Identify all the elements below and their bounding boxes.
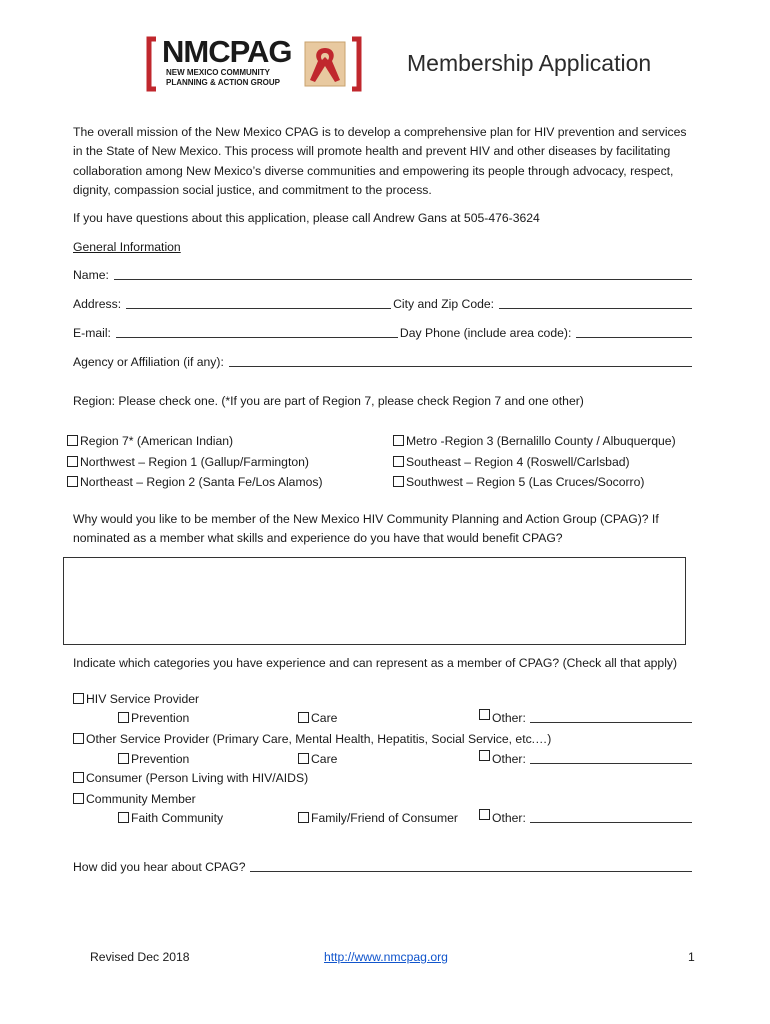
page-number: 1 bbox=[688, 950, 695, 964]
day-phone-field[interactable] bbox=[576, 324, 692, 338]
why-answer-box[interactable] bbox=[63, 557, 686, 645]
logo bbox=[146, 36, 364, 92]
name-label: Name: bbox=[73, 268, 109, 282]
other-field[interactable] bbox=[530, 809, 692, 823]
checkbox[interactable] bbox=[298, 753, 309, 764]
cat-family[interactable]: Family/Friend of Consumer bbox=[298, 809, 458, 828]
email-row bbox=[73, 324, 692, 343]
intro-paragraph: The overall mission of the New Mexico CPAG is to develop a comprehensive plan for HIV prevention and services in the State of New Mexico. This process will promote health and prevent HIV and other diseases by facilitating collaboration among New Mexico’s diverse communities and empowering its people through advocacy, respect, dignity, compassion social justice, and commitment to the process. bbox=[73, 125, 687, 197]
cat-community-other[interactable]: Other: bbox=[479, 809, 692, 828]
checkbox[interactable] bbox=[479, 809, 490, 820]
region-option[interactable]: Metro -Region 3 (Bernalillo County / Albuquerque) bbox=[393, 431, 676, 452]
checkbox[interactable] bbox=[118, 812, 129, 823]
checkbox[interactable] bbox=[67, 476, 78, 487]
checkbox[interactable] bbox=[73, 772, 84, 783]
address-row bbox=[73, 295, 692, 314]
region-option[interactable]: Northwest – Region 1 (Gallup/Farmington) bbox=[67, 452, 323, 473]
email-label: E-mail: bbox=[73, 326, 111, 340]
general-info-heading: General Information bbox=[73, 240, 181, 254]
website-link[interactable]: http://www.nmcpag.org bbox=[324, 950, 448, 964]
other-field[interactable] bbox=[530, 750, 692, 764]
city-zip-label: City and Zip Code: bbox=[393, 297, 495, 311]
agency-row bbox=[73, 353, 692, 372]
agency-label: Agency or Affiliation (if any): bbox=[73, 355, 224, 369]
cat-faith[interactable]: Faith Community bbox=[118, 809, 223, 828]
cat-other-provider[interactable]: Other Service Provider (Primary Care, Mental Health, Hepatitis, Social Service, etc.…) bbox=[73, 730, 551, 749]
region-prompt: Region: Please check one. (*If you are part of Region 7, please check Region 7 and one other) bbox=[73, 394, 584, 408]
footer-revised: Revised Dec 2018 bbox=[90, 950, 190, 964]
checkbox[interactable] bbox=[298, 712, 309, 723]
name-row bbox=[73, 266, 692, 285]
city-zip-field[interactable] bbox=[499, 295, 692, 309]
checkbox[interactable] bbox=[73, 693, 84, 704]
cat-hiv-care[interactable]: Care bbox=[298, 709, 337, 728]
cat-hiv-prevention[interactable]: Prevention bbox=[118, 709, 189, 728]
categories-prompt: Indicate which categories you have experience and can represent as a member of CPAG? (Check all that apply) bbox=[73, 656, 678, 670]
cat-other-prevention[interactable]: Prevention bbox=[118, 750, 189, 769]
checkbox[interactable] bbox=[479, 750, 490, 761]
day-phone-label: Day Phone (include area code): bbox=[399, 326, 572, 340]
cat-consumer[interactable]: Consumer (Person Living with HIV/AIDS) bbox=[73, 769, 308, 788]
checkbox[interactable] bbox=[393, 456, 404, 467]
agency-field[interactable] bbox=[229, 353, 692, 367]
logo-acronym: NMCPAG bbox=[162, 34, 292, 69]
page-title: Membership Application bbox=[407, 50, 652, 76]
email-field[interactable] bbox=[116, 324, 398, 338]
hear-label: How did you hear about CPAG? bbox=[73, 860, 246, 874]
cat-hiv-provider[interactable]: HIV Service Provider bbox=[73, 690, 199, 709]
region-option[interactable]: Southeast – Region 4 (Roswell/Carlsbad) bbox=[393, 452, 676, 473]
cat-other-care[interactable]: Care bbox=[298, 750, 337, 769]
checkbox[interactable] bbox=[118, 712, 129, 723]
contact-line: If you have questions about this application, please call Andrew Gans at 505-476-3624 bbox=[73, 211, 540, 225]
checkbox[interactable] bbox=[73, 793, 84, 804]
checkbox[interactable] bbox=[393, 476, 404, 487]
checkbox[interactable] bbox=[118, 753, 129, 764]
other-field[interactable] bbox=[530, 709, 692, 723]
logo-line-1: NEW MEXICO COMMUNITY bbox=[166, 68, 270, 77]
address-label: Address: bbox=[73, 297, 122, 311]
cat-hiv-other[interactable]: Other: bbox=[479, 709, 692, 728]
checkbox[interactable] bbox=[67, 456, 78, 467]
why-question: Why would you like to be member of the New Mexico HIV Community Planning and Action Group (CPAG)? If nominated as a member what skills and experience do you have that would benefit CPAG? bbox=[73, 512, 659, 546]
cat-other-other[interactable]: Other: bbox=[479, 750, 692, 769]
hear-field[interactable] bbox=[250, 858, 692, 872]
checkbox[interactable] bbox=[393, 435, 404, 446]
checkbox[interactable] bbox=[298, 812, 309, 823]
name-field[interactable] bbox=[114, 266, 692, 280]
region-option[interactable]: Region 7* (American Indian) bbox=[67, 431, 323, 452]
checkbox[interactable] bbox=[479, 709, 490, 720]
region-left-column bbox=[67, 431, 323, 493]
logo-line-2: PLANNING & ACTION GROUP bbox=[166, 77, 280, 87]
hear-row bbox=[73, 858, 692, 877]
footer-link[interactable] bbox=[324, 948, 448, 967]
region-right-column bbox=[393, 431, 676, 493]
region-option[interactable]: Northeast – Region 2 (Santa Fe/Los Alamos) bbox=[67, 472, 323, 493]
region-option[interactable]: Southwest – Region 5 (Las Cruces/Socorro) bbox=[393, 472, 676, 493]
checkbox[interactable] bbox=[73, 733, 84, 744]
cat-community-member[interactable]: Community Member bbox=[73, 790, 196, 809]
checkbox[interactable] bbox=[67, 435, 78, 446]
address-field[interactable] bbox=[126, 295, 391, 309]
